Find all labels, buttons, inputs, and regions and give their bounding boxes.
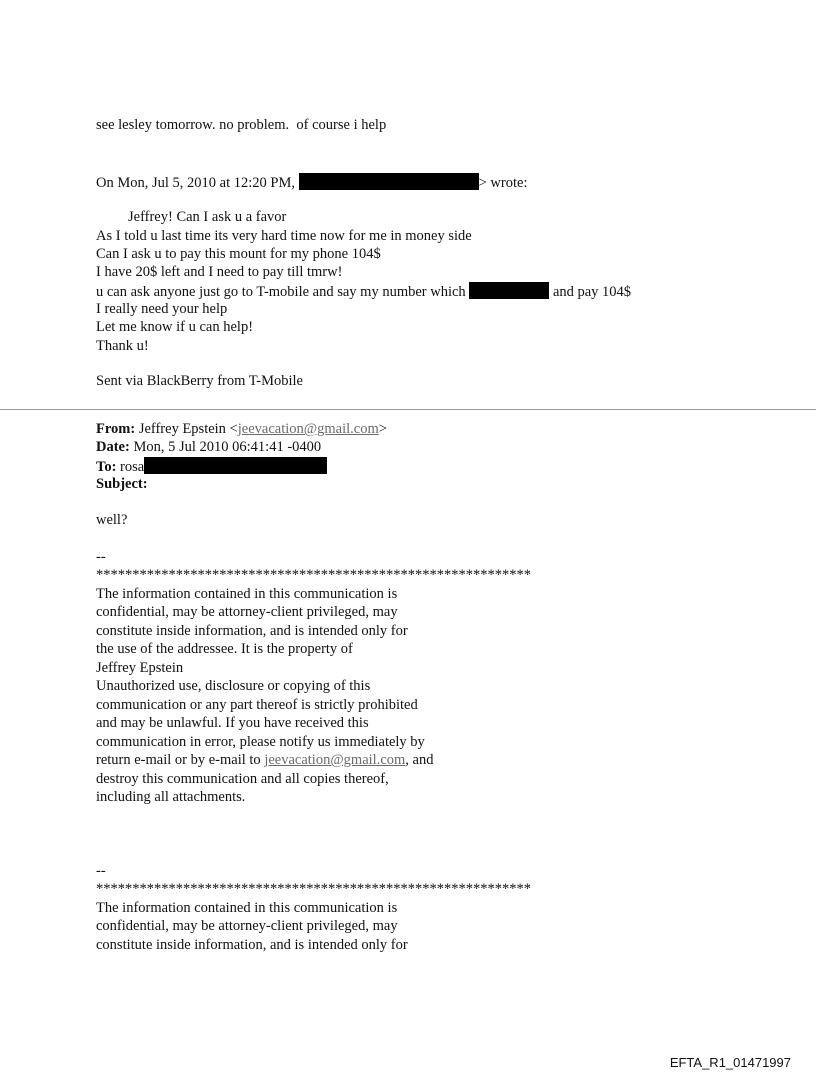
quoted-line: I have 20$ left and I need to pay till tmrw! [96, 264, 343, 280]
reply-text: see lesley tomorrow. no problem. of course i help [96, 117, 387, 133]
header-date-label: Date: [96, 439, 130, 455]
redaction-box [144, 457, 327, 474]
signature-dashes: -- [96, 549, 106, 565]
header-from-name: Jeffrey Epstein < [135, 421, 238, 437]
document-id: EFTA_R1_01471997 [669, 1055, 791, 1070]
disclaimer-line: Unauthorized use, disclosure or copying of this [96, 678, 371, 694]
quoted-line: Jeffrey! Can I ask u a favor [128, 209, 287, 225]
sent-via-signature: Sent via BlackBerry from T-Mobile [96, 373, 303, 389]
from-email-link[interactable]: jeevacation@gmail.com [237, 421, 379, 437]
divider [0, 409, 816, 410]
quoted-line: Thank u! [96, 338, 149, 354]
quoted-line: Can I ask u to pay this mount for my phone 104$ [96, 246, 381, 262]
header-to-label: To: [96, 459, 117, 475]
header-date [96, 438, 321, 456]
header-from-label: From: [96, 421, 136, 437]
disclaimer-line-part: return e-mail or by e-mail to [96, 752, 265, 768]
quoted-line-part: u can ask anyone just go to T-mobile and say my number which [96, 284, 470, 300]
header-date-value: Mon, 5 Jul 2010 06:41:41 -0400 [129, 439, 322, 455]
redaction-box [299, 173, 479, 190]
quote-header-prefix: On Mon, Jul 5, 2010 at 12:20 PM, [96, 175, 299, 191]
header-subject [96, 475, 148, 493]
disclaimer-line: communication or any part thereof is strictly prohibited [96, 697, 418, 713]
disclaimer-line: constitute inside information, and is intended only for [96, 623, 408, 639]
disclaimer-line [96, 751, 433, 769]
signature-stars: ************************************************************ [96, 567, 531, 583]
header-subject-label: Subject: [96, 476, 148, 492]
quoted-line-part: and pay 104$ [549, 284, 632, 300]
header-from-close: > [378, 421, 387, 437]
disclaimer-line: communication in error, please notify us immediately by [96, 734, 425, 750]
disclaimer-line: and may be unlawful. If you have received this [96, 715, 369, 731]
quote-header [96, 173, 527, 192]
redaction-box [469, 282, 549, 299]
disclaimer-line: Jeffrey Epstein [96, 660, 184, 676]
disclaimer-line: constitute inside information, and is intended only for [96, 937, 408, 953]
quoted-line: As I told u last time its very hard time now for me in money side [96, 228, 472, 244]
disclaimer-email-link[interactable]: jeevacation@gmail.com [264, 752, 406, 768]
disclaimer-line: confidential, may be attorney-client privileged, may [96, 604, 398, 620]
quoted-line [96, 282, 631, 301]
quoted-line: I really need your help [96, 301, 228, 317]
header-from [96, 420, 387, 438]
quoted-line: Let me know if u can help! [96, 319, 254, 335]
disclaimer-line: including all attachments. [96, 789, 246, 805]
disclaimer-line-part: , and [405, 752, 434, 768]
disclaimer-line: destroy this communication and all copies thereof, [96, 771, 389, 787]
quote-header-suffix: > wrote: [478, 175, 528, 191]
signature-stars: ************************************************************ [96, 881, 531, 897]
disclaimer-line: the use of the addressee. It is the property of [96, 641, 353, 657]
header-to [96, 457, 327, 476]
signature-dashes: -- [96, 863, 106, 879]
body-text: well? [96, 512, 128, 528]
disclaimer-line: The information contained in this communication is [96, 900, 398, 916]
disclaimer-line: The information contained in this communication is [96, 586, 398, 602]
disclaimer-line: confidential, may be attorney-client privileged, may [96, 918, 398, 934]
header-to-value: rosa [116, 459, 145, 475]
